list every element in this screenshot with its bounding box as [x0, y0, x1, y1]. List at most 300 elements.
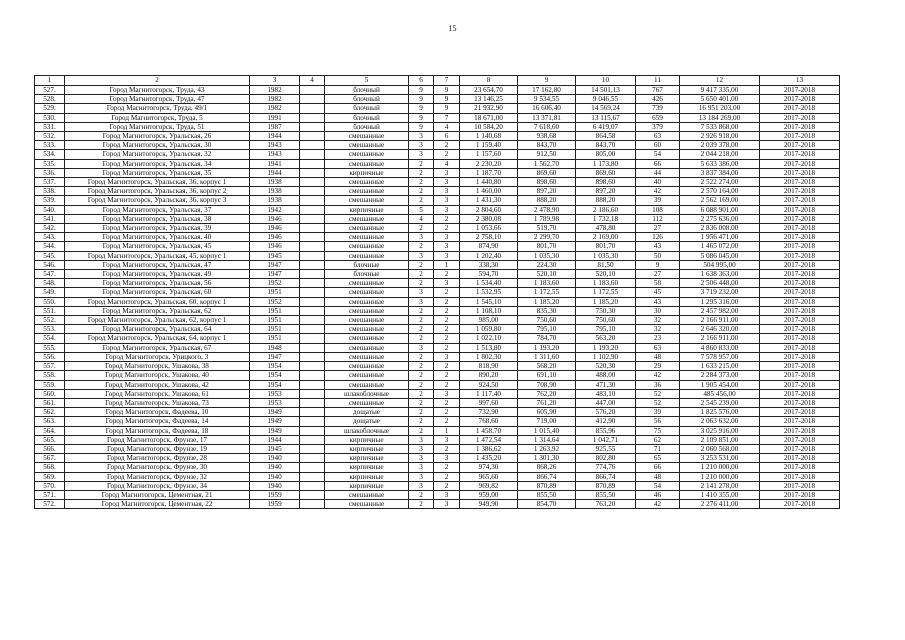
- table-cell: Город Магнитогорск, Уральская, 36, корпус 2: [65, 187, 250, 196]
- table-cell: 43: [636, 242, 680, 251]
- table-cell: смешанные: [325, 150, 409, 159]
- table-cell: 2 804,60: [460, 205, 518, 214]
- table-cell: 566.: [35, 444, 65, 453]
- table-cell: 2: [434, 398, 460, 407]
- table-cell: 888,20: [576, 196, 636, 205]
- table-cell: 1946: [250, 224, 300, 233]
- table-cell: 2: [434, 408, 460, 417]
- table-cell: кирпичные: [325, 168, 409, 177]
- table-cell: 63: [636, 343, 680, 352]
- table-cell: 32: [636, 316, 680, 325]
- table-cell: 1 210 000,00: [680, 463, 760, 472]
- table-cell: смешанные: [325, 490, 409, 499]
- table-cell: 897,20: [518, 187, 576, 196]
- table-cell: Город Магнитогорск, Урицкого, 3: [65, 352, 250, 361]
- table-cell: 719,00: [518, 417, 576, 426]
- table-cell: Город Магнитогорск, Уральская, 56: [65, 279, 250, 288]
- table-cell: 1951: [250, 325, 300, 334]
- table-cell: 3: [434, 490, 460, 499]
- table-cell: [300, 122, 325, 131]
- table-cell: Город Магнитогорск, Фрунзе, 32: [65, 472, 250, 481]
- table-cell: 1982: [250, 104, 300, 113]
- table-cell: [300, 472, 325, 481]
- table-cell: 1954: [250, 371, 300, 380]
- table-cell: 558.: [35, 371, 65, 380]
- table-cell: 2017-2018: [760, 196, 840, 205]
- table-cell: 2017-2018: [760, 343, 840, 352]
- table-cell: 866,74: [576, 472, 636, 481]
- table-cell: 541.: [35, 214, 65, 223]
- table-cell: 801,70: [518, 242, 576, 251]
- table-cell: 1 314,64: [518, 435, 576, 444]
- table-cell: 3 837 384,00: [680, 168, 760, 177]
- table-cell: 732,90: [460, 408, 518, 417]
- table-cell: 9 046,55: [576, 95, 636, 104]
- table-cell: 802,80: [576, 454, 636, 463]
- table-cell: 39: [636, 408, 680, 417]
- table-cell: [300, 417, 325, 426]
- table-cell: 2017-2018: [760, 426, 840, 435]
- column-header: 5: [325, 76, 409, 86]
- table-cell: 866,74: [518, 472, 576, 481]
- table-cell: Город Магнитогорск, Фадеева, 14: [65, 417, 250, 426]
- table-cell: 544.: [35, 242, 65, 251]
- table-cell: 65: [636, 454, 680, 463]
- table-cell: [300, 242, 325, 251]
- table-row: [35, 242, 840, 251]
- table-cell: [300, 214, 325, 223]
- table-cell: 2017-2018: [760, 288, 840, 297]
- table-cell: 572.: [35, 500, 65, 509]
- table-cell: 3: [409, 481, 434, 490]
- table-cell: 554.: [35, 334, 65, 343]
- table-cell: 519,70: [518, 224, 576, 233]
- table-cell: 550.: [35, 297, 65, 306]
- table-cell: 2017-2018: [760, 150, 840, 159]
- table-cell: 2017-2018: [760, 297, 840, 306]
- table-cell: 13 371,81: [518, 113, 576, 122]
- column-header: 7: [434, 76, 460, 86]
- table-cell: 2: [434, 334, 460, 343]
- table-cell: 2: [409, 389, 434, 398]
- table-row: [35, 141, 840, 150]
- table-cell: 985,00: [460, 316, 518, 325]
- table-cell: Город Магнитогорск, Цементная, 21: [65, 490, 250, 499]
- table-cell: 52: [636, 398, 680, 407]
- table-cell: шлакоблочные: [325, 426, 409, 435]
- table-cell: 795,10: [576, 325, 636, 334]
- table-cell: 534.: [35, 150, 65, 159]
- table-cell: 3: [409, 233, 434, 242]
- table-cell: 2 457 982,00: [680, 306, 760, 315]
- table-cell: 2: [434, 362, 460, 371]
- table-cell: 2 380,08: [460, 214, 518, 223]
- table-cell: 16 606,40: [518, 104, 576, 113]
- table-cell: 2: [409, 168, 434, 177]
- table-cell: 60: [636, 141, 680, 150]
- table-cell: 2017-2018: [760, 159, 840, 168]
- table-cell: Город Магнитогорск, Ушакова, 73: [65, 398, 250, 407]
- table-cell: 855,96: [576, 426, 636, 435]
- table-cell: 898,60: [518, 178, 576, 187]
- table-row: [35, 95, 840, 104]
- table-cell: 561.: [35, 398, 65, 407]
- table-cell: 1 386,62: [460, 444, 518, 453]
- table-cell: 9: [409, 95, 434, 104]
- table-cell: 2: [409, 178, 434, 187]
- table-cell: Город Магнитогорск, Фрунзе, 28: [65, 454, 250, 463]
- table-cell: 739: [636, 104, 680, 113]
- table-row: [35, 362, 840, 371]
- column-header: 13: [760, 76, 840, 86]
- table-cell: 2017-2018: [760, 417, 840, 426]
- table-row: [35, 260, 840, 269]
- table-row: [35, 178, 840, 187]
- table-cell: 1 210 000,00: [680, 472, 760, 481]
- table-cell: 1982: [250, 86, 300, 95]
- table-cell: 2: [409, 279, 434, 288]
- table-row: [35, 334, 840, 343]
- table-cell: 536.: [35, 168, 65, 177]
- table-cell: 1 187,70: [460, 168, 518, 177]
- table-cell: 488,00: [576, 371, 636, 380]
- table-cell: 843,70: [576, 141, 636, 150]
- table-cell: 426: [636, 95, 680, 104]
- table-cell: 9: [434, 86, 460, 95]
- table-cell: 1 022,10: [460, 334, 518, 343]
- table-cell: 854,70: [518, 500, 576, 509]
- table-cell: 2 836 008,00: [680, 224, 760, 233]
- table-cell: 1951: [250, 288, 300, 297]
- table-cell: 2 545 239,00: [680, 398, 760, 407]
- table-cell: 14 501,13: [576, 86, 636, 95]
- table-cell: 6: [434, 132, 460, 141]
- table-cell: 2017-2018: [760, 316, 840, 325]
- table-cell: 4 860 833,00: [680, 343, 760, 352]
- table-cell: 774,76: [576, 463, 636, 472]
- table-cell: [300, 150, 325, 159]
- table-cell: 1 159,40: [460, 141, 518, 150]
- table-cell: 2017-2018: [760, 141, 840, 150]
- table-cell: 2017-2018: [760, 178, 840, 187]
- table-cell: 43: [636, 297, 680, 306]
- table-cell: 559.: [35, 380, 65, 389]
- table-cell: кирпичные: [325, 444, 409, 453]
- table-cell: [300, 334, 325, 343]
- table-cell: 805,00: [576, 150, 636, 159]
- table-cell: Город Магнитогорск, Фадеева, 18: [65, 426, 250, 435]
- table-cell: 1 059,80: [460, 325, 518, 334]
- table-cell: 2: [409, 334, 434, 343]
- table-cell: 2 186,60: [576, 205, 636, 214]
- table-cell: 1 789,98: [518, 214, 576, 223]
- table-cell: [300, 380, 325, 389]
- table-cell: 2: [434, 150, 460, 159]
- table-cell: 485 456,00: [680, 389, 760, 398]
- table-cell: 13 115,67: [576, 113, 636, 122]
- table-cell: 1 633 215,00: [680, 362, 760, 371]
- table-cell: 2017-2018: [760, 132, 840, 141]
- table-cell: 542.: [35, 224, 65, 233]
- table-cell: 13 146,25: [460, 95, 518, 104]
- table-cell: 42: [636, 371, 680, 380]
- table-cell: Город Магнитогорск, Фадеева, 10: [65, 408, 250, 417]
- table-cell: 3: [409, 251, 434, 260]
- table-cell: смешанные: [325, 297, 409, 306]
- table-cell: 2017-2018: [760, 481, 840, 490]
- table-cell: 1 193,20: [518, 343, 576, 352]
- table-cell: [300, 279, 325, 288]
- table-row: [35, 104, 840, 113]
- table-cell: 2017-2018: [760, 500, 840, 509]
- table-cell: Город Магнитогорск, Труда, 49/1: [65, 104, 250, 113]
- table-cell: Город Магнитогорск, Труда, 47: [65, 95, 250, 104]
- table-cell: 2: [434, 417, 460, 426]
- table-cell: 1953: [250, 389, 300, 398]
- table-cell: 2017-2018: [760, 454, 840, 463]
- table-cell: 1938: [250, 187, 300, 196]
- table-cell: 27: [636, 224, 680, 233]
- table-cell: дощатые: [325, 408, 409, 417]
- table-cell: 2: [434, 297, 460, 306]
- table-row: [35, 214, 840, 223]
- table-cell: 44: [636, 168, 680, 177]
- table-cell: 14 569,24: [576, 104, 636, 113]
- table-row: [35, 500, 840, 509]
- table-cell: Город Магнитогорск, Уральская, 36, корпус 1: [65, 178, 250, 187]
- table-cell: 1 534,40: [460, 279, 518, 288]
- table-cell: 959,00: [460, 490, 518, 499]
- table-cell: 2017-2018: [760, 122, 840, 131]
- table-cell: 3: [409, 132, 434, 141]
- table-cell: [300, 233, 325, 242]
- table-cell: блочный: [325, 104, 409, 113]
- table-cell: 563.: [35, 417, 65, 426]
- table-cell: 874,90: [460, 242, 518, 251]
- table-cell: кирпичные: [325, 481, 409, 490]
- table-cell: Город Магнитогорск, Уральская, 32: [65, 150, 250, 159]
- table-cell: 691,10: [518, 371, 576, 380]
- table-cell: смешанные: [325, 178, 409, 187]
- table-cell: 1959: [250, 500, 300, 509]
- table-cell: 2: [434, 288, 460, 297]
- table-cell: 1938: [250, 178, 300, 187]
- table-cell: [300, 371, 325, 380]
- table-cell: 1987: [250, 122, 300, 131]
- table-cell: 478,80: [576, 224, 636, 233]
- table-cell: Город Магнитогорск, Уральская, 67: [65, 343, 250, 352]
- table-cell: 10 584,20: [460, 122, 518, 131]
- table-cell: 2017-2018: [760, 352, 840, 361]
- table-cell: 23 654,70: [460, 86, 518, 95]
- table-cell: 42: [636, 187, 680, 196]
- table-cell: 549.: [35, 288, 65, 297]
- table-cell: 7 578 957,00: [680, 352, 760, 361]
- table-cell: 2017-2018: [760, 279, 840, 288]
- table-cell: 18 671,00: [460, 113, 518, 122]
- table-cell: 750,60: [518, 316, 576, 325]
- table-cell: 1940: [250, 463, 300, 472]
- table-cell: 2: [434, 325, 460, 334]
- table-cell: 2: [409, 362, 434, 371]
- table-cell: 3: [434, 196, 460, 205]
- table-cell: 533.: [35, 141, 65, 150]
- table-cell: 62: [636, 435, 680, 444]
- table-cell: 71: [636, 444, 680, 453]
- table-cell: 750,60: [576, 316, 636, 325]
- table-cell: 3: [409, 141, 434, 150]
- table-cell: 3: [434, 233, 460, 242]
- table-cell: 2: [409, 224, 434, 233]
- table-cell: 2: [409, 316, 434, 325]
- table-cell: смешанные: [325, 233, 409, 242]
- table-cell: [300, 104, 325, 113]
- table-row: [35, 132, 840, 141]
- table-cell: 63: [636, 132, 680, 141]
- table-cell: 1940: [250, 454, 300, 463]
- table-cell: 1 015,40: [518, 426, 576, 435]
- table-cell: 2 230,20: [460, 159, 518, 168]
- table-cell: 795,10: [518, 325, 576, 334]
- table-cell: блочный: [325, 122, 409, 131]
- table-cell: 1 102,90: [576, 352, 636, 361]
- table-cell: 30: [636, 306, 680, 315]
- table-cell: Город Магнитогорск, Уральская, 62: [65, 306, 250, 315]
- table-cell: 9: [409, 86, 434, 95]
- table-cell: смешанные: [325, 279, 409, 288]
- table-cell: 1 173,80: [576, 159, 636, 168]
- table-cell: 2017-2018: [760, 260, 840, 269]
- table-cell: 2 044 218,00: [680, 150, 760, 159]
- table-cell: 1 465 072,00: [680, 242, 760, 251]
- table-cell: 3: [434, 242, 460, 251]
- table-cell: 2017-2018: [760, 398, 840, 407]
- table-cell: 3 253 531,00: [680, 454, 760, 463]
- table-cell: 2 039 378,00: [680, 141, 760, 150]
- table-cell: 1 513,80: [460, 343, 518, 352]
- table-cell: 2 060 568,00: [680, 444, 760, 453]
- table-cell: 1942: [250, 205, 300, 214]
- table-cell: 938,68: [518, 132, 576, 141]
- table-cell: 1 435,20: [460, 454, 518, 463]
- table-cell: 9: [636, 260, 680, 269]
- table-cell: 36: [636, 380, 680, 389]
- table-cell: 9: [434, 95, 460, 104]
- table-cell: 1982: [250, 95, 300, 104]
- table-cell: Город Магнитогорск, Уральская, 34: [65, 159, 250, 168]
- page-number: 15: [448, 24, 457, 33]
- table-row: [35, 408, 840, 417]
- table-cell: [300, 316, 325, 325]
- table-cell: 1 460,00: [460, 187, 518, 196]
- table-cell: 557.: [35, 362, 65, 371]
- table-cell: 21 932,90: [460, 104, 518, 113]
- table-cell: 548.: [35, 279, 65, 288]
- table-cell: 42: [636, 500, 680, 509]
- table-cell: 2017-2018: [760, 325, 840, 334]
- table-cell: кирпичные: [325, 435, 409, 444]
- table-cell: 13 184 269,00: [680, 113, 760, 122]
- table-cell: 7: [434, 113, 460, 122]
- table-cell: Город Магнитогорск, Труда, 5: [65, 113, 250, 122]
- table-cell: 9: [434, 104, 460, 113]
- table-cell: 108: [636, 205, 680, 214]
- column-header: 4: [300, 76, 325, 86]
- table-cell: 532.: [35, 132, 65, 141]
- table-cell: 3: [409, 463, 434, 472]
- table-cell: 45: [636, 288, 680, 297]
- table-cell: 605,90: [518, 408, 576, 417]
- table-cell: 2 063 632,00: [680, 417, 760, 426]
- table-row: [35, 279, 840, 288]
- table-cell: 1954: [250, 380, 300, 389]
- table-cell: смешанные: [325, 334, 409, 343]
- column-header: 10: [576, 76, 636, 86]
- table-cell: 54: [636, 150, 680, 159]
- table-cell: 801,70: [576, 242, 636, 251]
- table-cell: 1 185,20: [576, 297, 636, 306]
- table-cell: 2: [409, 380, 434, 389]
- table-cell: Город Магнитогорск, Уральская, 36, корпус 3: [65, 196, 250, 205]
- table-cell: [300, 426, 325, 435]
- table-cell: 1 172,55: [576, 288, 636, 297]
- table-cell: Город Магнитогорск, Уральская, 62, корпус 1: [65, 316, 250, 325]
- table-cell: 224,30: [518, 260, 576, 269]
- table-cell: 2017-2018: [760, 242, 840, 251]
- table-cell: шлакоблочные: [325, 389, 409, 398]
- table-cell: 471,30: [576, 380, 636, 389]
- table-cell: смешанные: [325, 380, 409, 389]
- table-cell: 5 086 045,00: [680, 251, 760, 260]
- table-cell: 39: [636, 196, 680, 205]
- table-cell: смешанные: [325, 224, 409, 233]
- table-cell: 1 263,92: [518, 444, 576, 453]
- table-cell: 2: [434, 214, 460, 223]
- table-row: [35, 159, 840, 168]
- table-cell: 5 650 401,00: [680, 95, 760, 104]
- table-cell: 9: [409, 113, 434, 122]
- table-row: [35, 426, 840, 435]
- table-cell: 4: [434, 122, 460, 131]
- table-cell: 531.: [35, 122, 65, 131]
- table-cell: 3: [409, 454, 434, 463]
- table-cell: 1943: [250, 141, 300, 150]
- table-cell: 527.: [35, 86, 65, 95]
- table-cell: 1 311,60: [518, 352, 576, 361]
- table-cell: 5: [409, 205, 434, 214]
- table-cell: Город Магнитогорск, Уральская, 60, корпус 1: [65, 297, 250, 306]
- table-cell: 1 193,20: [576, 343, 636, 352]
- table-cell: 32: [636, 325, 680, 334]
- table-row: [35, 490, 840, 499]
- table-cell: 3: [434, 454, 460, 463]
- table-cell: 869,60: [518, 168, 576, 177]
- table-cell: 2 299,70: [518, 233, 576, 242]
- table-row: [35, 463, 840, 472]
- table-cell: 898,60: [576, 178, 636, 187]
- table-cell: 1951: [250, 306, 300, 315]
- table-cell: 2 646 320,00: [680, 325, 760, 334]
- table-cell: 2017-2018: [760, 95, 840, 104]
- table-cell: 2 926 918,00: [680, 132, 760, 141]
- table-cell: 2017-2018: [760, 306, 840, 315]
- table-cell: 520,10: [518, 270, 576, 279]
- table-cell: 2 276 411,00: [680, 500, 760, 509]
- table-cell: 2: [434, 306, 460, 315]
- table-cell: Город Магнитогорск, Ушакова, 38: [65, 362, 250, 371]
- table-cell: 66: [636, 463, 680, 472]
- table-cell: 1 042,71: [576, 435, 636, 444]
